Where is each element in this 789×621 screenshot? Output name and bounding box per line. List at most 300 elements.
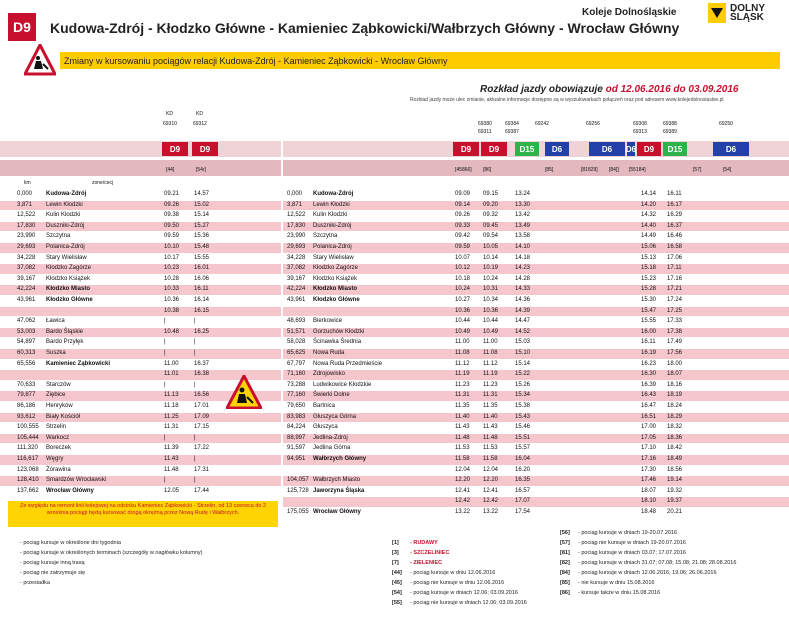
departure-time: 16.29 (667, 212, 683, 219)
stop-name: Ścinawka Średnia (313, 339, 362, 346)
departure-time: | (194, 381, 196, 388)
stop-name: Duszniki-Zdrój (313, 222, 352, 229)
stop-km: 70,633 (17, 381, 36, 388)
departure-time: 16.58 (667, 244, 683, 250)
departure-time: 18.56 (667, 466, 683, 473)
stop-name: Smardzów Wrocławski (46, 477, 107, 484)
brand-right: DOLNY ŚLĄSK (730, 3, 765, 23)
departure-time: 15.43 (515, 413, 531, 420)
stop-name: Polanica-Zdrój (46, 244, 85, 250)
departure-time: 09.26 (455, 212, 471, 219)
stop-km: 51,571 (287, 328, 306, 335)
departure-time: 16.20 (515, 466, 531, 473)
departure-time: 10.10 (164, 244, 180, 250)
departure-time: 14.18 (515, 254, 531, 261)
departure-time: 16.37 (667, 222, 683, 229)
departure-time: 15.30 (641, 297, 657, 303)
departure-time: 19.32 (667, 487, 683, 494)
legend-text: - SZCZELINIEC (410, 550, 450, 556)
stop-name: Świerki Dolne (313, 392, 350, 399)
departure-time: 16.51 (641, 413, 657, 420)
stop-name: Polanica-Zdrój (313, 244, 352, 250)
departure-time: 13.22 (483, 509, 499, 515)
stop-km: 34,228 (17, 254, 36, 261)
departure-time: 14.33 (515, 286, 531, 293)
departure-time: 16.19 (641, 350, 657, 356)
departure-time: 10.07 (455, 254, 471, 261)
departure-time: 17.54 (515, 509, 531, 515)
table-row (283, 254, 789, 264)
departure-time: 11.00 (455, 339, 470, 346)
departure-time: 14.32 (641, 212, 657, 219)
departure-time: 18.00 (667, 360, 683, 367)
table-row (283, 434, 789, 444)
stop-km: 43,961 (287, 297, 306, 303)
brand-left: Koleje Dolnośląskie (582, 7, 677, 18)
departure-time: 18.29 (667, 413, 683, 420)
departure-time: 11.23 (483, 381, 498, 388)
departure-time: 16.17 (667, 201, 683, 208)
legend-text: - pociąg nie kursuje w dniu 12.06.2016 (410, 580, 505, 586)
departure-time: 14.23 (515, 265, 531, 272)
table-row (0, 254, 281, 264)
departure-time: 12.20 (455, 477, 471, 484)
stop-km: 23,990 (287, 233, 306, 240)
departure-time: | (194, 477, 196, 484)
departure-time: 11.48 (164, 466, 179, 473)
stop-km: 60,313 (17, 350, 36, 356)
table-row (0, 264, 281, 274)
stop-name: Głuszyca (313, 424, 338, 431)
table-row (0, 328, 281, 338)
departure-time: 11.13 (164, 392, 179, 399)
departure-time: 17.01 (194, 403, 210, 409)
notice-text: Zmiany w kursowaniu pociągów relacji Kudowa-Zdrój - Kamieniec Ząbkowicki - Wrocław Główny (64, 55, 448, 66)
right-route-badge: D6 (627, 142, 635, 156)
right-note: [86] (483, 167, 492, 173)
right-notes-band (283, 160, 789, 176)
departure-time: 09.09 (455, 191, 471, 197)
departure-time: 19.37 (667, 498, 683, 505)
stop-km: 77,160 (287, 392, 306, 399)
departure-time: 17.07 (515, 498, 531, 505)
stop-name: Szczytna (46, 233, 71, 240)
departure-time: 16.35 (515, 477, 531, 484)
departure-time: 15.36 (194, 233, 210, 240)
stop-name: Wrocław Główny (46, 487, 94, 494)
departure-time: 18.36 (667, 434, 683, 441)
stop-name: Jedlina-Zdrój (313, 434, 348, 441)
departure-time: 09.54 (483, 233, 499, 240)
table-row (0, 211, 281, 221)
stop-name: Ławica (46, 318, 65, 325)
departure-time: 17.44 (194, 487, 210, 494)
legend-item: - przesiadka (20, 580, 50, 586)
table-row (0, 285, 281, 295)
stop-name: Kłodzko Zagórze (46, 265, 92, 272)
left-train-1: 69310 (163, 121, 177, 127)
validity-line (480, 84, 738, 95)
departure-time: 15.23 (641, 275, 657, 282)
validity-prefix: Rozkład jazdy obowiązuje (480, 84, 603, 95)
departure-time: 11.12 (483, 360, 498, 367)
departure-time: 17.49 (667, 339, 683, 346)
right-train-number: 69313 (633, 129, 647, 135)
legend-code: [84] (560, 570, 570, 576)
departure-time: 18.16 (667, 381, 683, 388)
stop-name: Duszniki-Zdrój (46, 222, 85, 229)
stop-km: 54,897 (17, 339, 36, 346)
route-badge: D9 (8, 13, 36, 41)
legend-code: [54] (392, 590, 402, 596)
right-train-number: 69389 (663, 129, 677, 135)
legend-code: [86] (560, 590, 570, 596)
departure-time: 09.20 (483, 201, 499, 208)
departure-time: 14.49 (641, 233, 657, 240)
departure-time: 09.59 (164, 233, 180, 240)
stop-km: 43,961 (17, 297, 36, 303)
departure-time: 11.40 (455, 413, 470, 420)
departure-time: 10.48 (164, 328, 180, 335)
departure-time: 09.38 (164, 212, 180, 219)
departure-time: | (164, 339, 166, 346)
table-row (283, 243, 789, 253)
departure-time: 15.47 (641, 307, 657, 314)
departure-time: 10.23 (164, 265, 180, 272)
stop-name: Lewin Kłodzki (313, 201, 350, 208)
stop-name: Szczytna (313, 233, 338, 240)
departure-time: 18.07 (667, 371, 683, 378)
departure-time: 10.36 (164, 297, 180, 303)
departure-time: 16.38 (194, 371, 210, 378)
stop-name: Kłodzko Miasto (46, 286, 91, 293)
stop-km: 39,167 (17, 275, 36, 282)
departure-time: 11.23 (455, 381, 470, 388)
table-row (0, 190, 281, 200)
legend-text: - RUDAWY (410, 540, 438, 546)
departure-time: | (194, 456, 196, 462)
right-route-badge: D15 (663, 142, 687, 156)
departure-time: | (194, 434, 196, 441)
left-notes-band (0, 160, 281, 176)
left-operator-2: KD (196, 111, 203, 117)
legend-item: - pociąg kursuje w określone dni tygodnia (20, 540, 121, 546)
stop-name: Kłodzko Książek (46, 275, 91, 282)
validity-period: od 12.06.2016 do 03.09.2016 (605, 84, 739, 95)
departure-time: 14.47 (515, 318, 531, 325)
table-row (283, 444, 789, 454)
departure-time: 10.33 (164, 286, 180, 293)
departure-time: 17.16 (667, 275, 683, 282)
departure-time: 17.05 (641, 434, 657, 441)
stop-name: Bardo Przyłęk (46, 339, 84, 346)
departure-time: 12.20 (483, 477, 499, 484)
stop-km: 12,522 (17, 212, 36, 219)
right-train-number: 69387 (505, 129, 519, 135)
left-route-1: D9 (162, 142, 188, 156)
table-row (0, 360, 281, 370)
departure-time: 11.48 (483, 434, 498, 441)
departure-time: 10.12 (455, 265, 471, 272)
departure-time: 09.45 (483, 222, 499, 229)
stop-km: 65,625 (287, 350, 306, 356)
departure-time: 13.24 (515, 191, 531, 197)
stop-name: Starczów (46, 381, 71, 388)
departure-time: 15.26 (515, 381, 531, 388)
stop-km: 83,983 (287, 413, 306, 420)
stop-name: Kudowa-Zdrój (313, 191, 354, 197)
stop-km: 42,224 (17, 286, 36, 293)
right-route-badge: D6 (545, 142, 569, 156)
departure-time: 10.27 (455, 297, 471, 303)
stop-km: 88,997 (287, 434, 306, 441)
right-train-number: 69308 (633, 121, 647, 127)
table-row (283, 413, 789, 423)
departure-time: 17.25 (667, 307, 683, 314)
departure-time: | (194, 318, 196, 325)
departure-time: 14.10 (515, 244, 531, 250)
departure-time: 12.42 (483, 498, 499, 505)
table-row (283, 338, 789, 348)
departure-time: 17.09 (194, 413, 210, 420)
departure-time: 10.36 (483, 307, 499, 314)
departure-time: 11.39 (164, 445, 179, 452)
right-train-number: 69311 (478, 129, 492, 135)
right-train-number: 69380 (478, 121, 492, 127)
table-row (283, 190, 789, 200)
departure-time: 11.08 (455, 350, 470, 356)
departure-time: 15.02 (194, 201, 210, 208)
left-note-2: [54r] (196, 167, 207, 173)
stop-km: 123,068 (17, 466, 39, 473)
departure-time: 15.10 (515, 350, 531, 356)
table-row (0, 476, 281, 486)
stop-name: Żórawina (46, 466, 71, 473)
departure-time: 11.31 (483, 392, 498, 399)
stop-km: 116,617 (17, 456, 39, 462)
table-row (283, 328, 789, 338)
departure-time: 12.05 (164, 487, 180, 494)
departure-time: 13.42 (515, 212, 531, 219)
legend-item: - pociąg kursuje w określonych terminach (szczegóły w nagłówku kolumny) (20, 550, 203, 556)
table-row (0, 307, 281, 317)
departure-time: 16.11 (194, 286, 209, 293)
right-route-badge: D9 (481, 142, 507, 156)
departure-time: 16.46 (667, 233, 683, 240)
table-row (0, 455, 281, 465)
departure-time: 16.43 (641, 392, 657, 399)
departure-time: 13.58 (515, 233, 531, 240)
departure-time: 15.22 (515, 371, 531, 378)
roadworks-icon (24, 44, 56, 76)
roadworks-sign-icon (226, 375, 262, 409)
stop-km: 12,522 (287, 212, 306, 219)
legend-text: - pociąg kursuje w dniach 19-20.07.2016 (578, 530, 678, 536)
stop-km: 94,951 (287, 456, 306, 462)
departure-time: 15.46 (515, 424, 531, 431)
stop-name: Kulin Kłodzki (46, 212, 81, 219)
departure-time: 17.31 (194, 466, 210, 473)
departure-time: 14.36 (515, 297, 531, 303)
departure-time: 16.06 (194, 275, 210, 282)
departure-time: 16.15 (194, 307, 210, 314)
departure-time: 09.42 (455, 233, 471, 240)
stop-name: Kłodzko Miasto (313, 286, 358, 293)
departure-time: 11.35 (455, 403, 470, 409)
stop-km: 73,288 (287, 381, 306, 388)
stop-name: Nowa Ruda (313, 350, 345, 356)
departure-time: 17.00 (641, 424, 657, 431)
stop-km: 3,871 (287, 201, 303, 208)
legend-item: - pociąg kursuje inną trasą (20, 560, 85, 566)
departure-time: 10.05 (483, 244, 499, 250)
table-row (283, 296, 789, 306)
departure-time: 10.18 (455, 275, 471, 282)
stop-name: Bartnica (313, 403, 336, 409)
legend-code: [7] (392, 560, 399, 566)
stop-km: 79,877 (17, 392, 36, 399)
departure-time: 16.25 (194, 328, 210, 335)
legend-code: [44] (392, 570, 402, 576)
left-train-2: 69312 (193, 121, 207, 127)
departure-time: 12.04 (483, 466, 499, 473)
stop-km: 29,693 (287, 244, 306, 250)
stop-km: 29,693 (17, 244, 36, 250)
stop-name: Zdrojowisko (313, 371, 346, 378)
table-row (0, 201, 281, 211)
departure-time: 09.59 (455, 244, 471, 250)
departure-time: 16.23 (641, 360, 657, 367)
table-row (283, 349, 789, 359)
departure-time: 10.19 (483, 265, 499, 272)
legend-text: - pociąg kursuje w dniach 03.07; 17.07.2016 (578, 550, 686, 556)
departure-time: 15.55 (194, 254, 210, 261)
departure-time: 09.32 (483, 212, 499, 219)
departure-time: 12.41 (483, 487, 499, 494)
stop-km: 71,160 (287, 371, 306, 378)
stop-km: 47,062 (17, 318, 36, 325)
departure-time: 17.33 (667, 318, 683, 325)
right-header (283, 108, 789, 188)
table-row (0, 317, 281, 327)
departure-time: 17.21 (667, 286, 683, 293)
stop-name: Wrocław Główny (313, 509, 361, 515)
departure-time: 10.44 (483, 318, 499, 325)
departure-time: | (164, 318, 166, 325)
departure-time: 16.11 (641, 339, 656, 346)
departure-time: 15.55 (641, 318, 657, 325)
departure-time: 16.00 (641, 328, 657, 335)
table-row (0, 413, 281, 423)
stop-km: 111,320 (17, 445, 38, 452)
right-train-number: 69388 (663, 121, 677, 127)
departure-time: 14.40 (641, 222, 657, 229)
departure-time: 13.30 (515, 201, 531, 208)
departure-time: 17.30 (641, 466, 657, 473)
right-train-number: 69250 (719, 121, 733, 127)
departure-time: 15.14 (194, 212, 210, 219)
stop-name: Kudowa-Zdrój (46, 191, 87, 197)
departure-time: 15.57 (515, 445, 531, 452)
departure-time: 10.28 (164, 275, 180, 282)
departure-time: | (164, 434, 166, 441)
left-note-1: [44] (166, 167, 175, 173)
departure-time: 09.50 (164, 222, 180, 229)
departure-time: 11.19 (483, 371, 498, 378)
departure-time: 17.10 (641, 445, 657, 452)
departure-time: 16.30 (641, 371, 657, 378)
page-title: Kudowa-Zdrój - Kłodzko Główne - Kamieniec Ząbkowicki/Wałbrzych Główny - Wrocław Główny (50, 20, 680, 36)
departure-time: 17.06 (667, 254, 683, 261)
departure-time: 11.19 (455, 371, 470, 378)
table-row (0, 338, 281, 348)
departure-time: 12.42 (455, 498, 471, 505)
departure-time: 10.49 (483, 328, 499, 335)
departure-time: 17.56 (667, 350, 683, 356)
departure-time: 09.26 (164, 201, 180, 208)
departure-time: 16.39 (641, 381, 657, 388)
legend-text: - pociąg kursuje w dniach 12.06.2016; 19.06; 26.06.2016 (578, 570, 717, 576)
right-note: [81829] (581, 167, 598, 173)
legend-text: - pociąg nie kursuje w dniach 12.06; 03.09.2016 (410, 600, 527, 606)
table-row (283, 211, 789, 221)
stop-name: Stary Wielisław (313, 254, 354, 261)
departure-time: | (164, 381, 166, 388)
left-km-label: km (24, 180, 31, 186)
departure-time: 11.31 (164, 424, 179, 431)
departure-time: 18.24 (667, 403, 683, 409)
departure-time: 19.14 (667, 477, 683, 484)
stop-km: 17,830 (17, 222, 36, 229)
departure-time: 10.24 (455, 286, 471, 293)
right-train-number: 69256 (586, 121, 600, 127)
departure-time: 10.24 (483, 275, 499, 282)
right-route-badge: D6 (713, 142, 749, 156)
departure-time: 15.27 (194, 222, 210, 229)
departure-time: 10.34 (483, 297, 499, 303)
departure-time: 15.14 (515, 360, 531, 367)
table-row (0, 243, 281, 253)
departure-time: 11.43 (483, 424, 498, 431)
table-row (0, 434, 281, 444)
departure-time: 11.43 (455, 424, 470, 431)
departure-time: 16.47 (641, 403, 657, 409)
table-row (283, 264, 789, 274)
legend-text: - nie kursuje w dniu 15.08.2016 (578, 580, 655, 586)
stop-km: 104,057 (287, 477, 309, 484)
legend-code: [45] (392, 580, 402, 586)
departure-time: 18.07 (641, 487, 657, 494)
stop-km: 0,000 (287, 191, 303, 197)
departure-time: 11.18 (164, 403, 179, 409)
left-header (0, 108, 281, 188)
departure-time: 16.01 (194, 265, 210, 272)
departure-time: 15.38 (515, 403, 531, 409)
departure-time: 15.18 (641, 265, 657, 272)
departure-time: 14.57 (194, 191, 210, 197)
left-zone-label: zone/cecj (92, 180, 114, 186)
table-row (283, 466, 789, 476)
departure-time: 12.41 (455, 487, 471, 494)
departure-time: 14.14 (641, 191, 657, 197)
stop-km: 3,871 (17, 201, 33, 208)
eagle-logo-icon (708, 3, 726, 23)
right-note: [55184] (629, 167, 646, 173)
departure-time: 17.22 (194, 445, 210, 452)
table-row (0, 349, 281, 359)
departure-time: 15.03 (515, 339, 531, 346)
legend-code: [55] (392, 600, 402, 606)
